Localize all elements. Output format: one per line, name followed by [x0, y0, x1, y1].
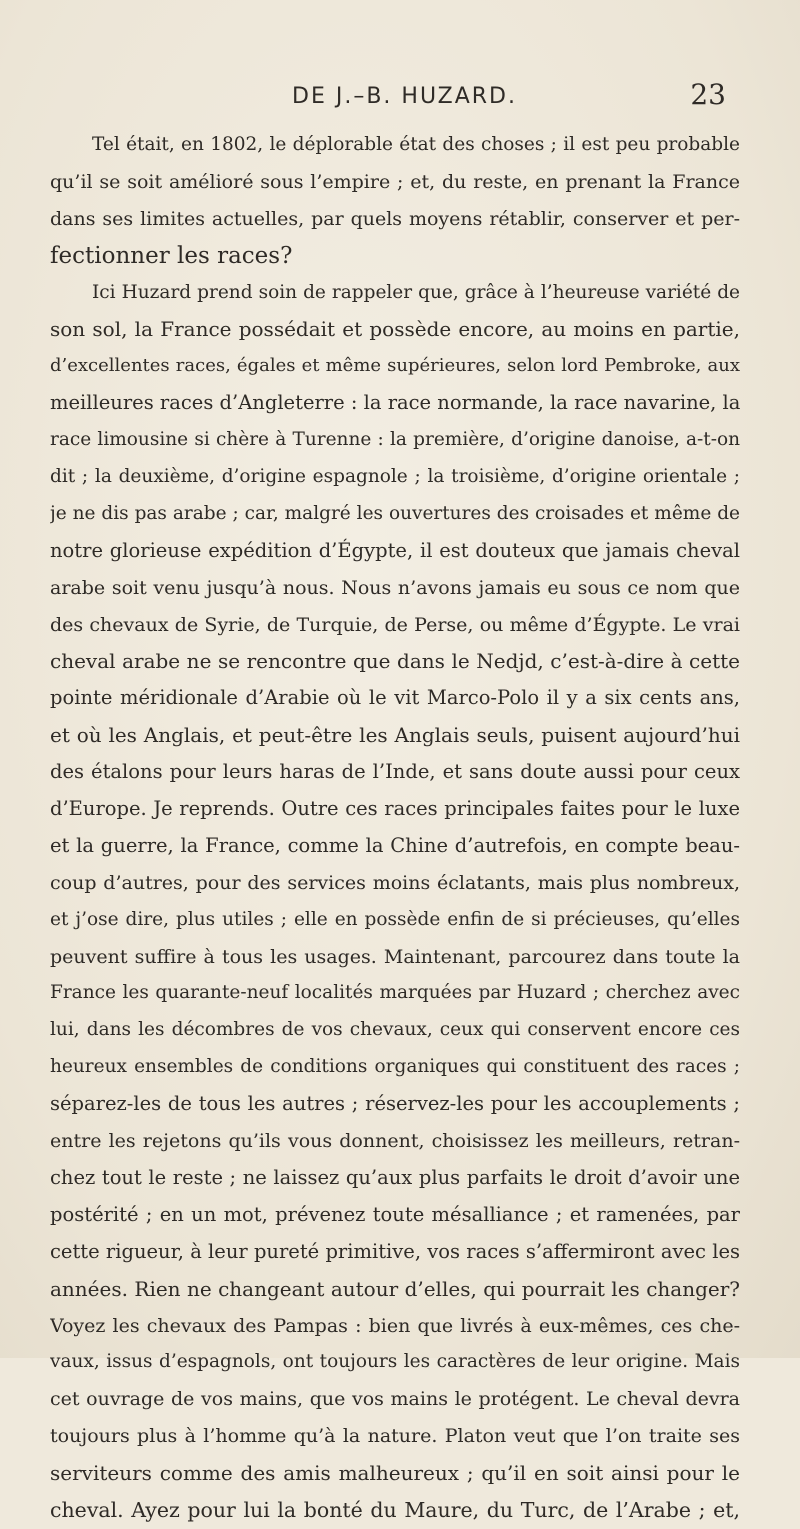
text-line: des chevaux de Syrie, de Turquie, de Perse, ou même d’Égypte. Le vrai [50, 613, 740, 636]
text-line: des étalons pour leurs haras de l’Inde, et sans doute aussi pour ceux [50, 760, 740, 784]
text-line: meilleures races d’Angleterre : la race normande, la race navarine, la [50, 391, 740, 415]
text-line: postérité ; en un mot, prévenez toute mésalliance ; et ramenées, par [50, 1202, 740, 1226]
text-line: pointe méridionale d’Arabie où le vit Marco-Polo il y a six cents ans, [50, 686, 740, 710]
text-line: qu’il se soit amélioré sous l’empire ; et, du reste, en prenant la France [50, 170, 740, 193]
text-line: je ne dis pas arabe ; car, malgré les ouvertures des croisades et même de [50, 502, 740, 524]
text-line: toujours plus à l’homme qu’à la nature. Platon veut que l’on traite ses [50, 1425, 740, 1448]
text-line: arabe soit venu jusqu’à nous. Nous n’avons jamais eu sous ce nom que [50, 576, 740, 599]
text-line: dans ses limites actuelles, par quels moyens rétablir, conserver et per- [50, 207, 740, 230]
text-line: fectionner les races? [50, 242, 293, 269]
text-line: séparez-les de tous les autres ; réservez-les pour les accouplements ; [50, 1092, 740, 1116]
text-line: Voyez les chevaux des Pampas : bien que livrés à eux-mêmes, ces che- [50, 1314, 740, 1337]
text-line: lui, dans les décombres de vos chevaux, ceux qui conservent encore ces [50, 1019, 740, 1041]
text-line: France les quarante-neuf localités marquées par Huzard ; cherchez avec [50, 982, 740, 1004]
text-line: et où les Anglais, et peut-être les Anglais seuls, puisent aujourd’hui [50, 723, 740, 748]
text-line: entre les rejetons qu’ils vous donnent, choisissez les meilleurs, retran- [50, 1130, 740, 1153]
text-line: Ici Huzard prend soin de rappeler que, grâce à l’heureuse variété de [92, 281, 740, 303]
running-head [60, 78, 760, 118]
running-title: DE J.–B. HUZARD. [292, 84, 517, 109]
text-line: serviteurs comme des amis malheureux ; qu’il en soit ainsi pour le [50, 1461, 740, 1486]
text-line: années. Rien ne changeant autour d’elles, qui pourrait les changer? [50, 1276, 740, 1301]
text-line: et j’ose dire, plus utiles ; elle en possède enfin de si précieuses, qu’elles [50, 908, 740, 930]
text-line: heureux ensembles de conditions organiques qui constituent des races ; [50, 1056, 740, 1078]
text-line: cet ouvrage de vos mains, que vos mains le protégent. Le cheval devra [50, 1388, 740, 1411]
text-line: son sol, la France possédait et possède encore, au moins en partie, [50, 317, 740, 342]
page-number: 23 [690, 78, 726, 111]
body-text [50, 127, 740, 1529]
text-line: dit ; la deuxième, d’origine espagnole ; la troisième, d’origine orientale ; [50, 466, 740, 488]
text-line: chez tout le reste ; ne laissez qu’aux plus parfaits le droit d’avoir une [50, 1165, 740, 1189]
text-line: notre glorieuse expédition d’Égypte, il est douteux que jamais cheval [50, 538, 740, 562]
text-line: cette rigueur, à leur pureté primitive, vos races s’affermiront avec les [50, 1239, 740, 1263]
text-line: Tel était, en 1802, le déplorable état des choses ; il est peu probable [92, 134, 740, 155]
text-line: cheval arabe ne se rencontre que dans le Nedjd, c’est-à-dire à cette [50, 649, 740, 674]
text-line: d’Europe. Je reprends. Outre ces races principales faites pour le luxe [50, 797, 740, 821]
text-line: peuvent suffire à tous les usages. Maintenant, parcourez dans toute la [50, 945, 740, 968]
text-line: cheval. Ayez pour lui la bonté du Maure, du Turc, de l’Arabe ; et, [50, 1497, 740, 1522]
text-line: race limousine si chère à Turenne : la première, d’origine danoise, a-t-on [50, 429, 740, 451]
text-line: et la guerre, la France, comme la Chine d’autrefois, en compte beau- [50, 833, 740, 857]
text-line: d’excellentes races, égales et même supérieures, selon lord Pembroke, aux [50, 355, 740, 377]
text-line: coup d’autres, pour des services moins éclatants, mais plus nombreux, [50, 871, 740, 894]
text-line: vaux, issus d’espagnols, ont toujours les caractères de leur origine. Mais [50, 1351, 740, 1373]
